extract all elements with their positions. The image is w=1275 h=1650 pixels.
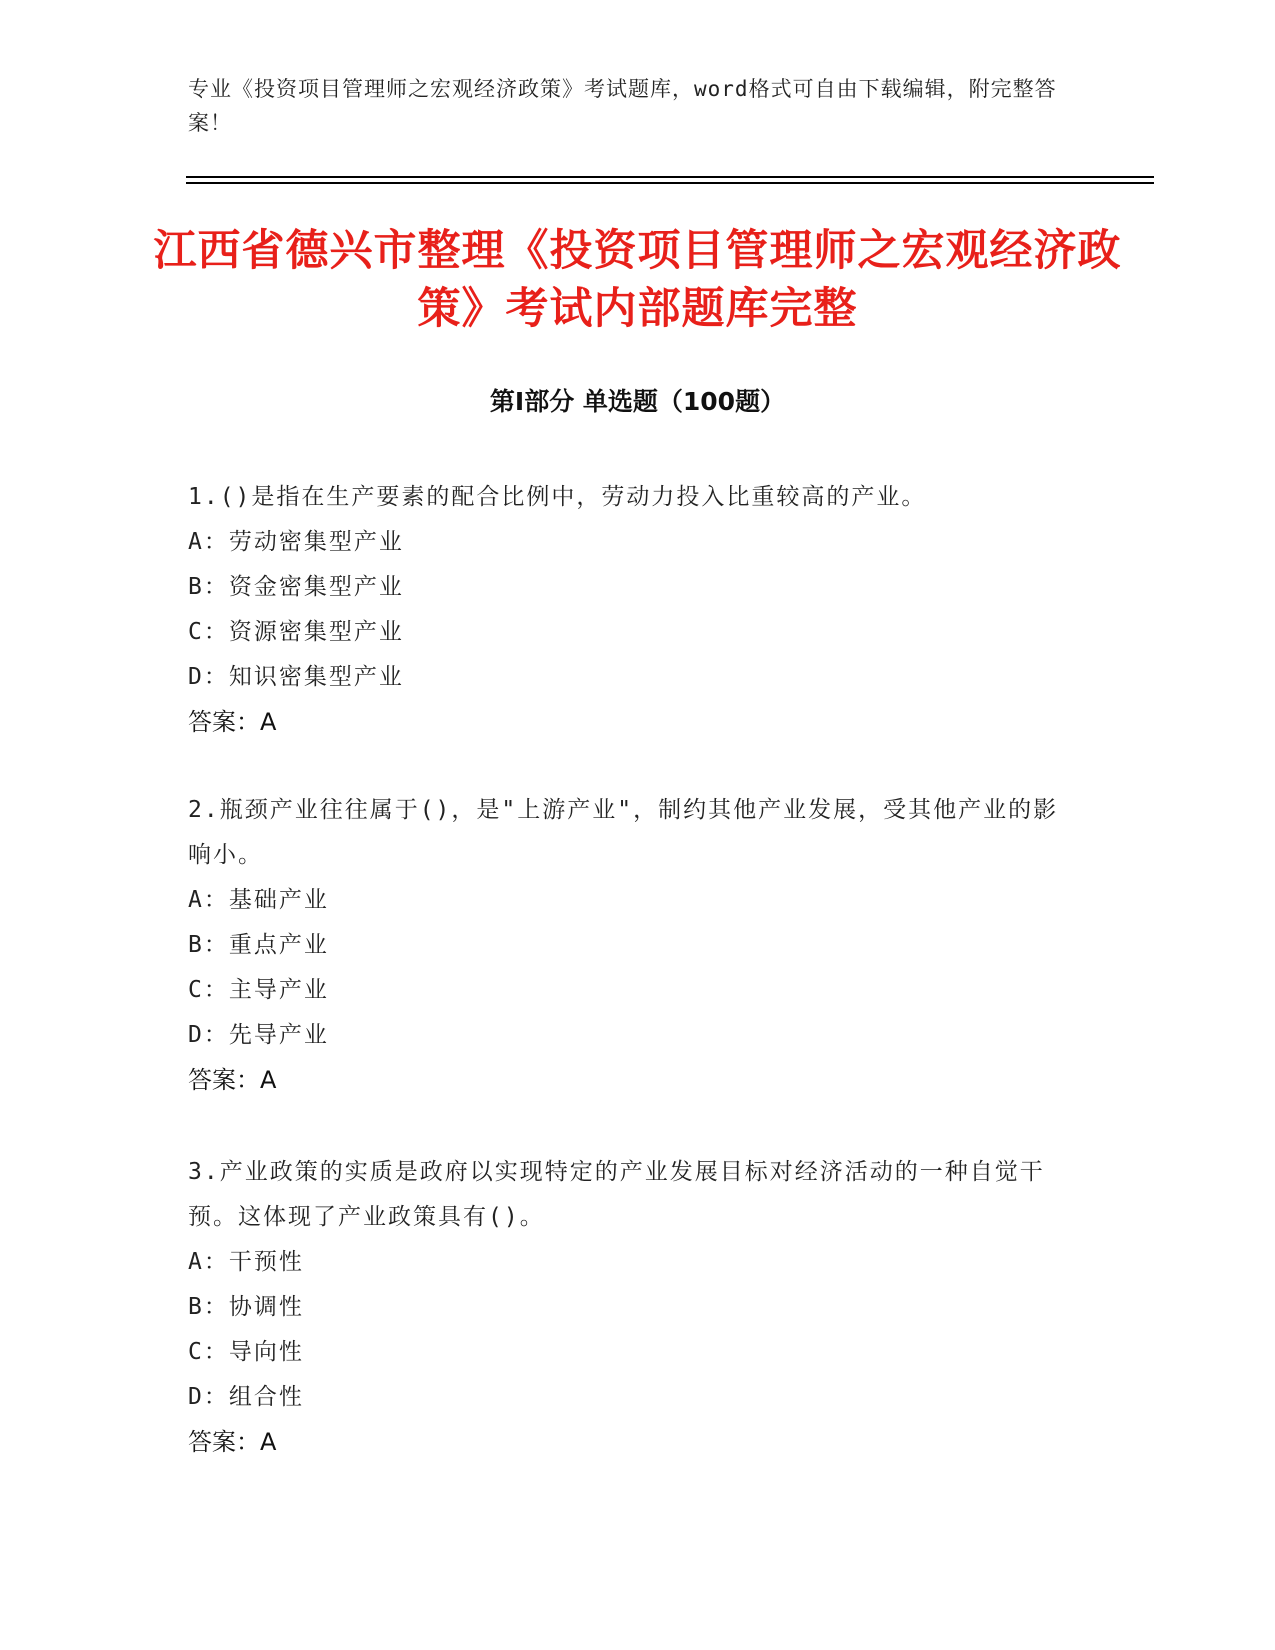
- answer-line: 答案：A: [188, 708, 277, 736]
- question-stem: 1.()是指在生产要素的配合比例中，劳动力投入比重较高的产业。: [188, 484, 927, 510]
- option-a: A：基础产业: [188, 887, 329, 913]
- document-title: 江西省德兴市整理《投资项目管理师之宏观经济政策》考试内部题库完整: [153, 226, 1122, 334]
- question-2: [188, 788, 1068, 1103]
- header-divider-top: [186, 176, 1154, 178]
- question-stem: 2.瓶颈产业往往属于()，是"上游产业"，制约其他产业发展，受其他产业的影响小。: [188, 797, 1059, 868]
- header-divider-bottom: [186, 182, 1154, 184]
- option-c: C：导向性: [188, 1339, 304, 1365]
- option-a: A：干预性: [188, 1249, 304, 1275]
- option-b: B：资金密集型产业: [188, 574, 404, 600]
- answer-line: 答案：A: [188, 1428, 277, 1456]
- question-1: [188, 475, 1068, 745]
- option-d: D：组合性: [188, 1384, 304, 1410]
- option-c: C：资源密集型产业: [188, 619, 404, 645]
- section-heading: 第Ⅰ部分 单选题（100题）: [489, 387, 786, 416]
- option-a: A：劳动密集型产业: [188, 529, 404, 555]
- option-b: B：重点产业: [188, 932, 329, 958]
- option-b: B：协调性: [188, 1294, 304, 1320]
- answer-line: 答案：A: [188, 1066, 277, 1094]
- question-stem: 3.产业政策的实质是政府以实现特定的产业发展目标对经济活动的一种自觉干预。这体现了产业政策具有()。: [188, 1159, 1045, 1230]
- option-c: C：主导产业: [188, 977, 329, 1003]
- header-note: 专业《投资项目管理师之宏观经济政策》考试题库，word格式可自由下载编辑，附完整答案！: [188, 77, 1057, 135]
- option-d: D：先导产业: [188, 1022, 329, 1048]
- option-d: D：知识密集型产业: [188, 664, 404, 690]
- question-3: [188, 1150, 1068, 1465]
